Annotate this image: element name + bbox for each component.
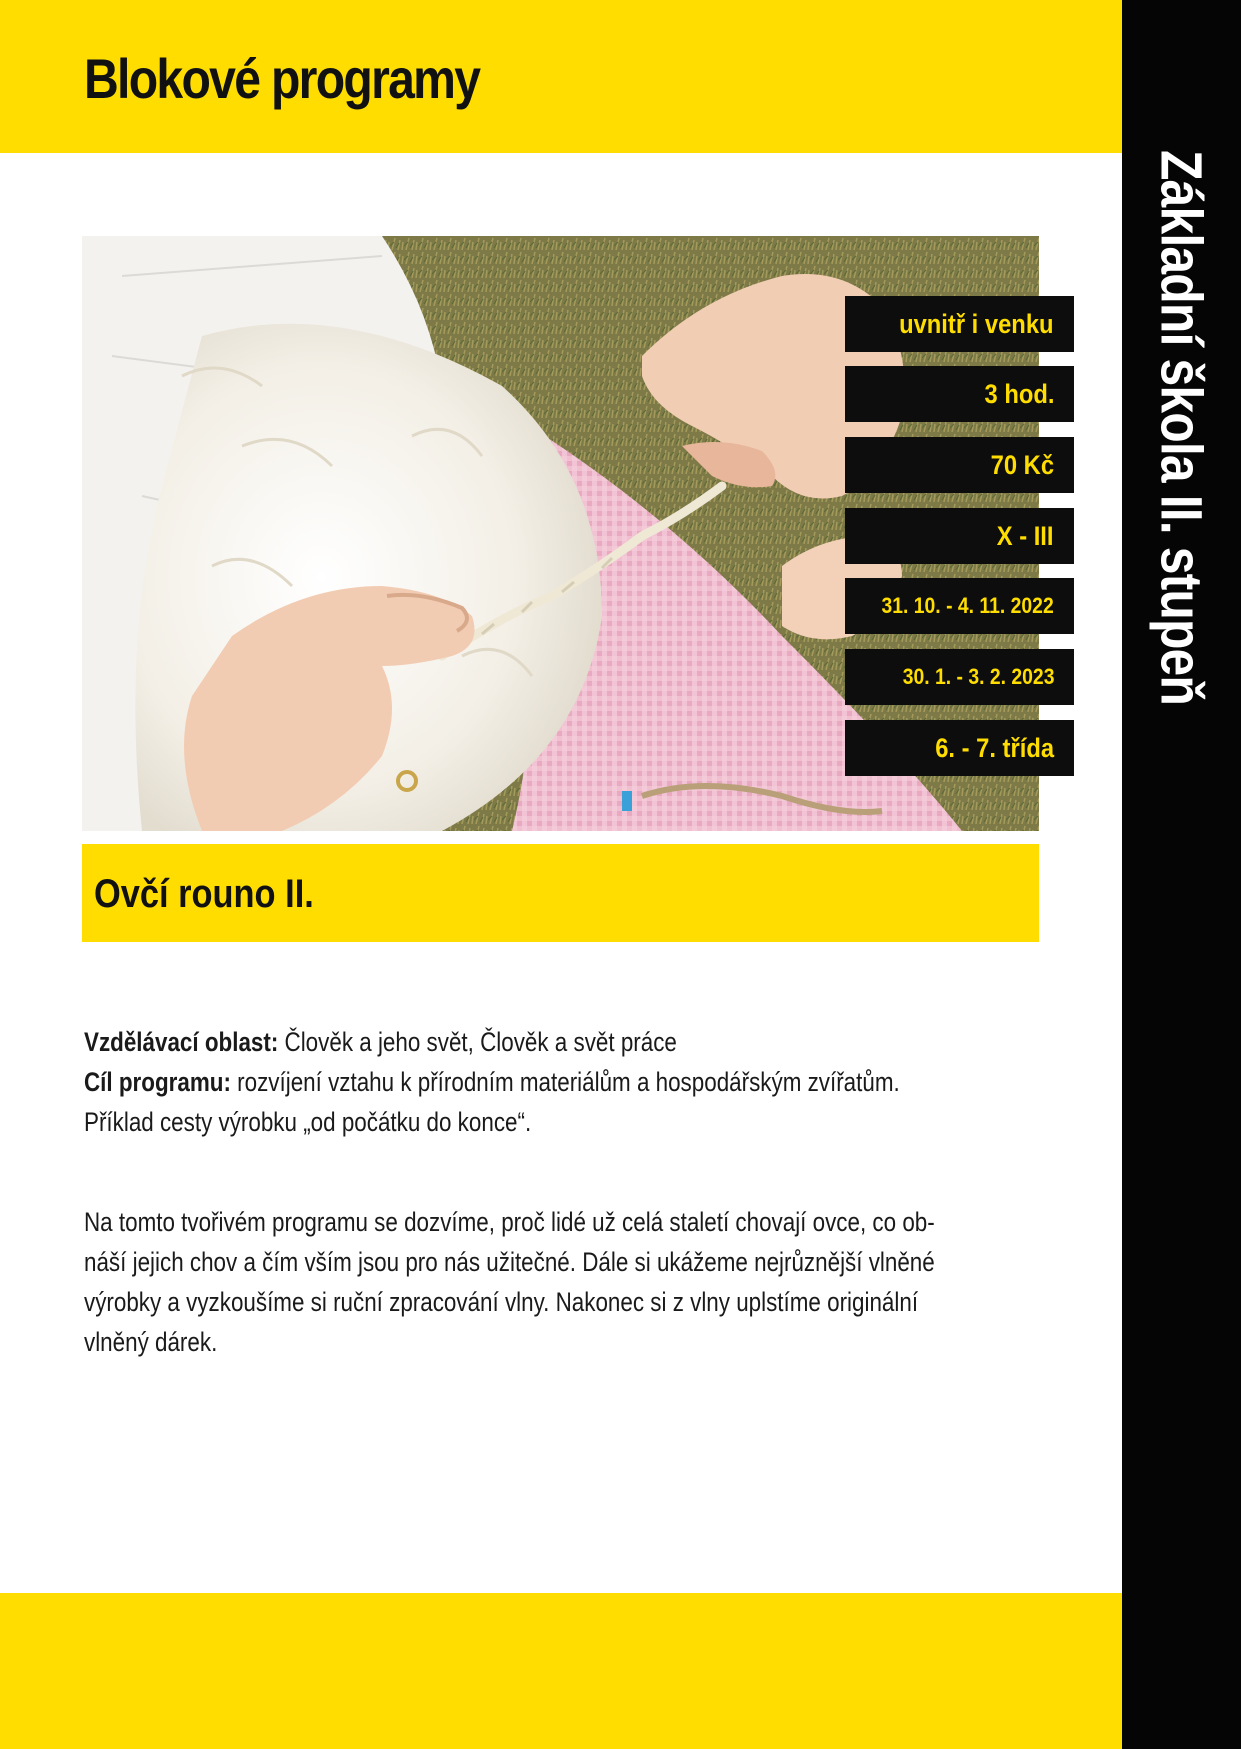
badge-price: 70 Kč (845, 437, 1074, 493)
description-line: Na tomto tvořivém programu se dozvíme, proč lidé už celá staletí chovají ovce, co ob- (84, 1207, 935, 1237)
description-line: výrobky a vyzkoušíme si ruční zpracování vlny. Nakonec si z vlny uplstíme originální (84, 1287, 919, 1317)
program-info (84, 1022, 1044, 1142)
area-line (84, 1022, 1044, 1062)
goal-line (84, 1062, 1044, 1102)
description-line: vlněný dárek. (84, 1327, 218, 1357)
description-line: náší jejich chov a čím vším jsou pro nás užitečné. Dále si ukážeme nejrůznější vlněné (84, 1247, 935, 1277)
badge-date-2: 30. 1. - 3. 2. 2023 (845, 649, 1074, 705)
program-title: Ovčí rouno II. (94, 872, 314, 916)
area-value: Člověk a jeho svět, Člověk a svět práce (278, 1027, 677, 1057)
badge-date-1: 31. 10. - 4. 11. 2022 (845, 578, 1074, 634)
side-title: Základní škola II. stupeň (1148, 150, 1214, 706)
page-title: Blokové programy (84, 47, 480, 110)
badge-location: uvnitř i venku (845, 296, 1074, 352)
goal-line-2: Příklad cesty výrobku „od počátku do konce“. (84, 1107, 532, 1137)
goal-label: Cíl programu: (84, 1067, 231, 1097)
badge-duration: 3 hod. (845, 366, 1074, 422)
footer-band (0, 1593, 1122, 1749)
area-label: Vzdělávací oblast: (84, 1027, 279, 1057)
program-description (84, 1202, 1044, 1362)
badge-months: X - III (845, 508, 1074, 564)
badge-grade: 6. - 7. třída (845, 720, 1074, 776)
goal-value: rozvíjení vztahu k přírodním materiálům a hospodářským zvířatům. (230, 1067, 900, 1097)
